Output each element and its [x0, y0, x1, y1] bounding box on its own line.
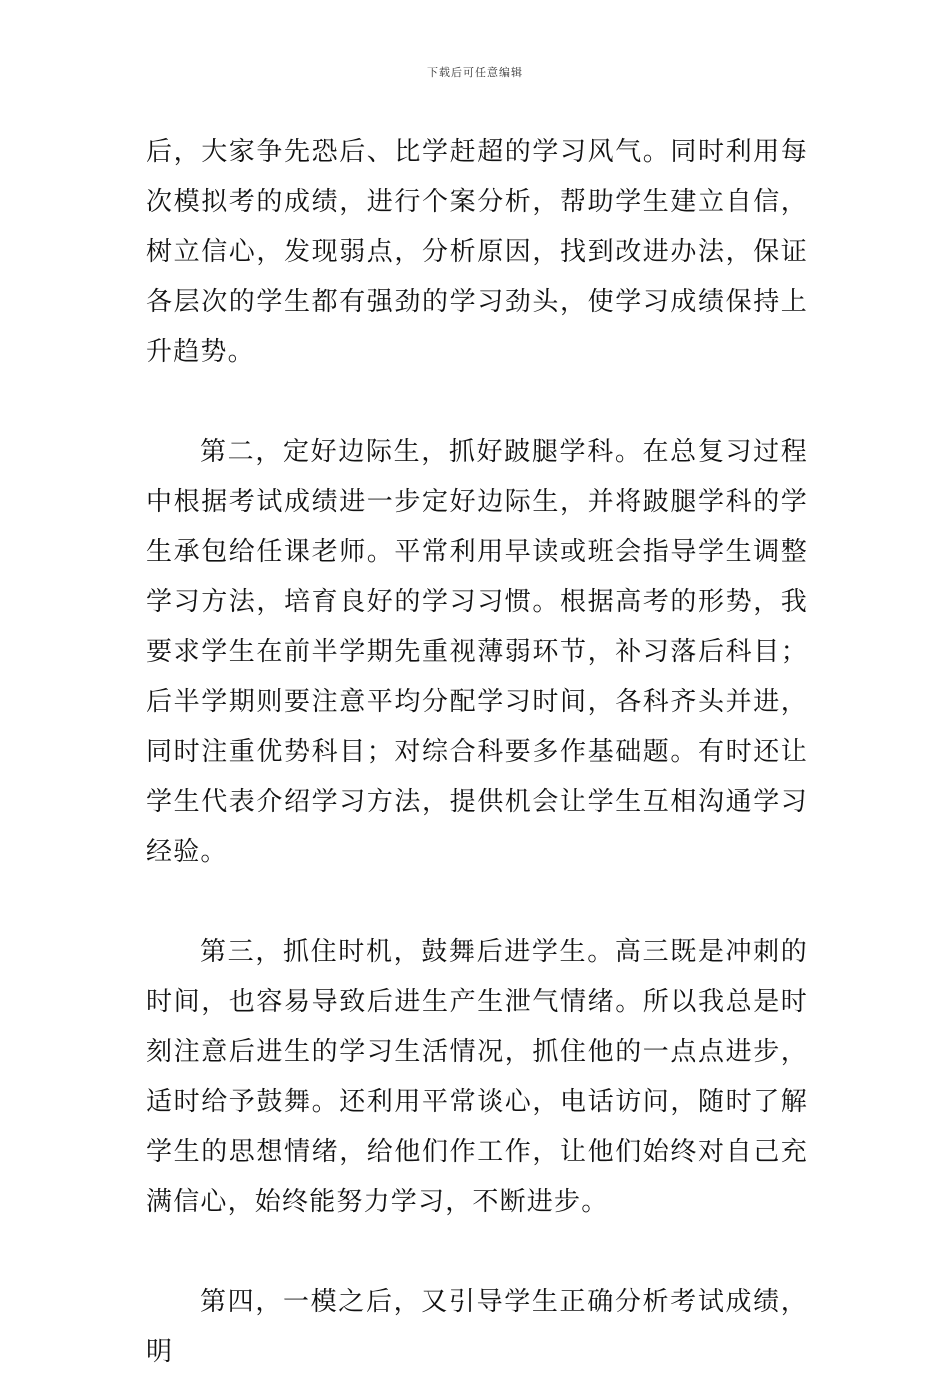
paragraph-3: 第三，抓住时机，鼓舞后进学生。高三既是冲刺的时间，也容易导致后进生产生泄气情绪。所以我总是时刻注意后进生的学习生活情况，抓住他的一点点进步，适时给予鼓舞。还利用平常谈心，电话访问，随时了解学生的思想情绪，给他们作工作，让他们始终对自己充满信心，始终能努力学习，不断进步。: [146, 937, 808, 1217]
paragraph-1: 后，大家争先恐后、比学赶超的学习风气。同时利用每次模拟考的成绩，进行个案分析，帮助学生建立自信，树立信心，发现弱点，分析原因，找到改进办法，保证各层次的学生都有强劲的学习劲头，使学习成绩保持上升趋势。: [146, 137, 808, 367]
document-body: [146, 127, 808, 1377]
paragraph-2: 第二，定好边际生，抓好跛腿学科。在总复习过程中根据考试成绩进一步定好边际生，并将跛腿学科的学生承包给任课老师。平常利用早读或班会指导学生调整学习方法，培育良好的学习习惯。根据高考的形势，我要求学生在前半学期先重视薄弱环节，补习落后科目；后半学期则要注意平均分配学习时间，各科齐头并进，同时注重优势科目；对综合科要多作基础题。有时还让学生代表介绍学习方法，提供机会让学生互相沟通学习经验。: [146, 437, 808, 867]
page-header: 下载后可任意编辑: [427, 66, 523, 79]
paragraph-4: 第四，一模之后，又引导学生正确分析考试成绩，明: [146, 1287, 808, 1367]
paragraph-gap: [146, 1227, 808, 1277]
paragraph-gap: [146, 877, 808, 927]
paragraph-gap: [146, 377, 808, 427]
